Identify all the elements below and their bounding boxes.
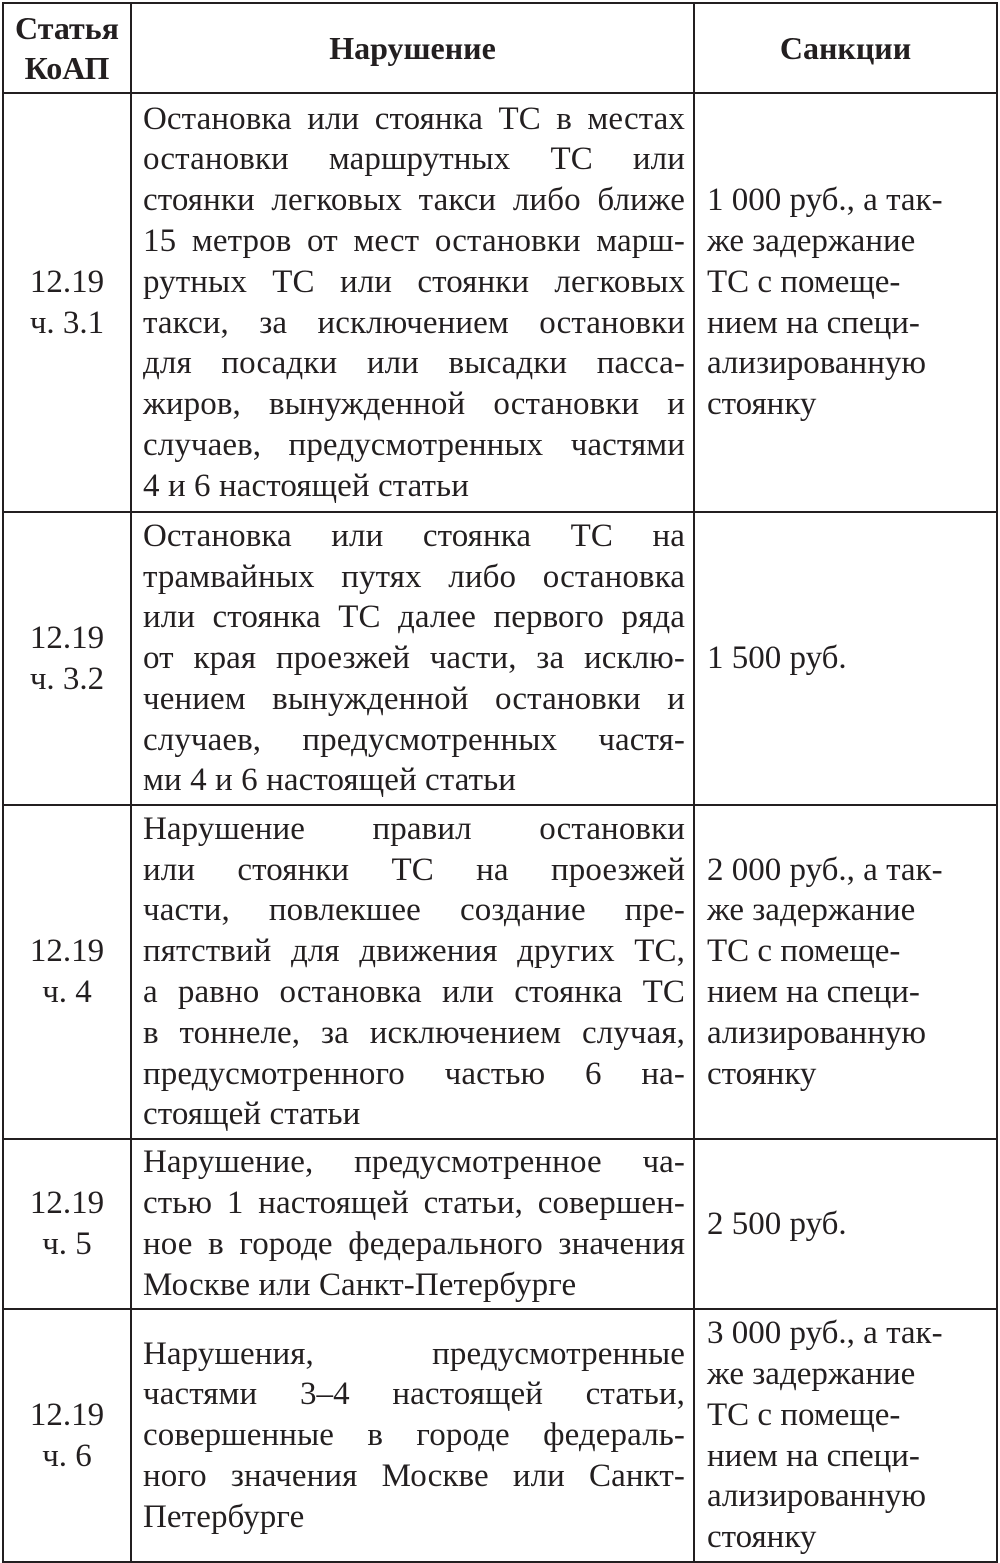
violation-line: случаев, предусмотренных частя- (143, 721, 685, 758)
header-article-line: Статья (15, 10, 119, 46)
violation-cell (131, 512, 694, 805)
violation-line: такси, за исключением остановки (143, 304, 685, 341)
violation-cell (131, 805, 694, 1139)
article-number: 12.19 (29, 263, 105, 300)
violation-line: предусмотренного частью 6 на- (143, 1055, 685, 1092)
sanctions-line: 2 000 руб., а так- (707, 851, 943, 888)
violation-line: ного значения Москве или Санкт- (143, 1457, 685, 1494)
header-sanctions: Санкции (694, 3, 997, 93)
violation-line: Петербурге (143, 1498, 305, 1535)
sanctions-line: нием на специ- (707, 304, 920, 341)
table-row (3, 1139, 997, 1309)
sanctions-line: же задержание (707, 892, 916, 929)
violation-line: в тоннеле, за исключением случая, (143, 1014, 685, 1051)
table-header-row (3, 3, 997, 93)
sanctions-line: ТС с помеще- (707, 263, 901, 300)
violation-line: рутных ТС или стоянки легковых (143, 263, 685, 300)
article-number: 12.19 (29, 933, 105, 970)
violation-line: стоящей статьи (143, 1096, 361, 1133)
violation-line: от края проезжей части, за исклю- (143, 640, 685, 677)
sanctions-cell (694, 1139, 997, 1309)
table-row (3, 93, 997, 512)
article-cell (3, 93, 131, 512)
violation-line: совершенные в городе федераль- (143, 1417, 685, 1454)
sanctions-line: нием на специ- (707, 1437, 920, 1474)
sanctions-line: ТС с помеще- (707, 933, 901, 970)
violation-line: а равно остановка или стоянка ТС (143, 974, 685, 1010)
sanctions-line: стоянку (707, 1055, 817, 1092)
table-row (3, 512, 997, 805)
sanctions-line: ализированную (707, 345, 927, 382)
sanctions-line: же задержание (707, 1355, 916, 1392)
table-row (3, 805, 997, 1139)
violation-cell (131, 1309, 694, 1562)
violation-line: ное в городе федерального значения (143, 1226, 685, 1262)
violation-line: стоянки легковых такси либо ближе (143, 182, 685, 219)
sanctions-cell (694, 1309, 997, 1562)
violation-line: трамвайных путях либо остановка (143, 558, 685, 595)
article-part: ч. 6 (42, 1437, 92, 1474)
sanctions-line: стоянку (707, 1519, 817, 1556)
violation-line: чением вынужденной остановки и (143, 680, 685, 717)
violation-line: Остановка или стоянка ТС на (143, 517, 685, 554)
sanctions-line: нием на специ- (707, 974, 920, 1010)
article-cell (3, 805, 131, 1139)
violation-line: Нарушения, предусмотренные (143, 1335, 685, 1372)
violation-line: или стоянки ТС на проезжей (143, 851, 685, 888)
violation-line: Нарушение, предусмотренное ча- (143, 1144, 685, 1181)
sanctions-line: ТС с помеще- (707, 1396, 901, 1433)
sanctions-cell (694, 512, 997, 805)
violation-line: случаев, предусмотренных частями (143, 426, 685, 463)
violation-line: пятствий для движения других ТС, (143, 933, 685, 970)
violation-line: части, повлекшее создание пре- (143, 892, 685, 929)
violation-cell (131, 1139, 694, 1309)
sanctions-line: ализированную (707, 1478, 927, 1515)
violation-line: 15 метров от мест остановки марш- (143, 222, 685, 259)
violation-line: для посадки или высадки пасса- (143, 345, 685, 382)
article-cell (3, 512, 131, 805)
koap-sanctions-table (2, 2, 998, 1563)
violation-line: ми 4 и 6 настоящей статьи (143, 762, 517, 799)
sanctions-line: 2 500 руб. (707, 1205, 847, 1242)
violation-line: Москве или Санкт-Петербурге (143, 1266, 577, 1303)
sanctions-line: 1 500 руб. (707, 640, 847, 677)
sanctions-cell (694, 805, 997, 1139)
sanctions-cell (694, 93, 997, 512)
violation-line: стью 1 настоящей статьи, совершен- (143, 1185, 685, 1222)
article-number: 12.19 (29, 1185, 105, 1222)
article-cell (3, 1139, 131, 1309)
violation-line: жиров, вынужденной остановки и (143, 386, 685, 423)
violation-line: 4 и 6 настоящей статьи (143, 467, 469, 504)
sanctions-line: стоянку (707, 386, 817, 423)
violation-line: Нарушение правил остановки (143, 810, 685, 847)
violation-line: остановки маршрутных ТС или (143, 141, 685, 178)
violation-line: частями 3–4 настоящей статьи, (143, 1376, 685, 1413)
article-part: ч. 5 (42, 1226, 92, 1262)
violation-cell (131, 93, 694, 512)
header-article-line: КоАП (24, 50, 110, 86)
article-number: 12.19 (29, 1396, 105, 1433)
article-part: ч. 3.1 (29, 304, 105, 341)
table-row (3, 1309, 997, 1562)
violation-line: или стоянка ТС далее первого ряда (143, 599, 685, 636)
sanctions-line: 3 000 руб., а так- (707, 1315, 943, 1352)
article-cell (3, 1309, 131, 1562)
header-violation: Нарушение (131, 3, 694, 93)
article-number: 12.19 (29, 619, 105, 656)
article-part: ч. 4 (42, 974, 92, 1010)
sanctions-line: 1 000 руб., а так- (707, 182, 943, 219)
violation-line: Остановка или стоянка ТС в местах (143, 100, 685, 137)
header-article (3, 3, 131, 93)
sanctions-line: же задержание (707, 222, 916, 259)
article-part: ч. 3.2 (29, 660, 105, 697)
sanctions-line: ализированную (707, 1014, 927, 1051)
